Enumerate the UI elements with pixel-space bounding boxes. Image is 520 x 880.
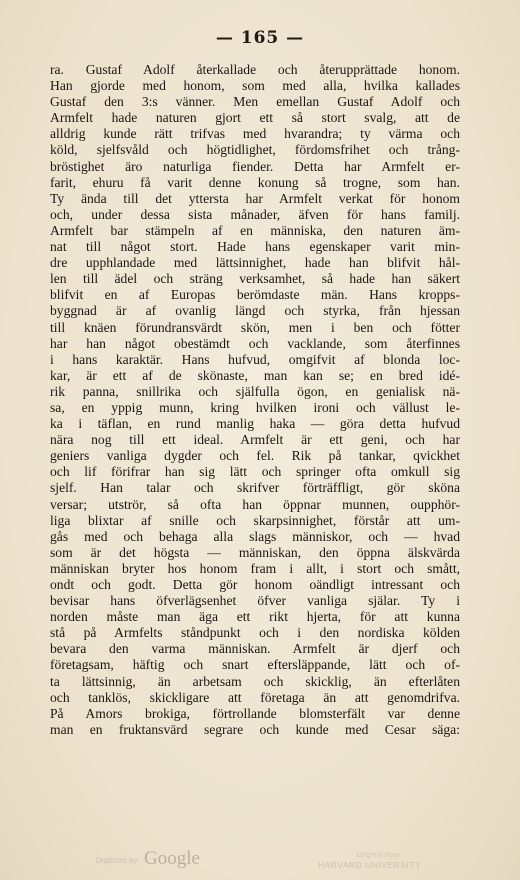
text-line: människan bryter hos honom fram i allt, i stort och smått, xyxy=(50,560,460,576)
text-line: bevisar hans öfverlägsenhet öfver vanliga själar. Ty i xyxy=(50,593,460,609)
text-line: geniers vanliga dygder och fel. Rik på tankar, qvickhet xyxy=(50,448,460,464)
text-line: blifvit en af Europas berömdaste män. Hans kropps- xyxy=(50,287,460,303)
harvard-university-label: HARVARD UNIVERSITY xyxy=(318,860,422,870)
text-line: Armfelt bar stämpeln af en människa, den naturen äm- xyxy=(50,222,460,238)
text-line: alldrig kunde rätt trifvas med hvarandra; ty värma och xyxy=(50,126,460,142)
text-line: köld, sjelfsvåld och högtidlighet, fördomsfrihet och trång- xyxy=(50,142,460,158)
text-line: Armfelt hade naturen gjort ett så stort svalg, att de xyxy=(50,110,460,126)
text-line: byggnad är af ovanlig längd och styrka, från hjessan xyxy=(50,303,460,319)
text-line: norden måste man äga ett rikt hjerta, för att kunna xyxy=(50,609,460,625)
text-line: nära nog till ett ideal. Armfelt är ett geni, och har xyxy=(50,432,460,448)
text-line: ondt och godt. Detta gör honom oändligt intressant och xyxy=(50,577,460,592)
digitized-by-label: Digitized by xyxy=(96,856,138,865)
text-line: och lif förifrar han sig lätt och springer ofta omkull sig xyxy=(50,464,460,480)
text-line: Gustaf den 3:s vänner. Men emellan Gustaf Adolf och xyxy=(50,94,460,110)
text-line: företagsam, häftig och snart eftersläppande, lätt och of- xyxy=(50,657,460,673)
body-text xyxy=(50,62,460,738)
text-line: farit, ehuru få varit denne konung så trogne, som han. xyxy=(50,174,460,190)
text-line: och tanklös, skickligare att företaga än att genomdrifva. xyxy=(50,689,460,705)
text-line: bevara den varma människan. Armfelt är djerf och xyxy=(50,641,460,657)
footer-watermark xyxy=(0,848,520,878)
text-line: ka i täflan, en rund manlig haka — göra detta hufvud xyxy=(50,416,460,432)
google-watermark: Google xyxy=(144,848,200,869)
text-line: bröstighet äro naturliga fiender. Detta har Armfelt er- xyxy=(50,158,460,174)
text-line: rik panna, snillrika och själfulla ögon, en genialisk nä- xyxy=(50,383,460,399)
page-number-header: — 165 — xyxy=(215,28,305,48)
text-line: Ty ända till det yttersta har Armfelt verkat för honom xyxy=(50,190,460,206)
text-line: liga blixtar af snille och skarpsinnighet, förstår att um- xyxy=(50,512,460,528)
original-from-label: Original from xyxy=(356,850,400,859)
text-line: len till ädel och sträng verksamhet, så hade han säkert xyxy=(50,271,460,287)
text-line: gås med och behaga alla slags människor, och — hvad xyxy=(50,528,460,544)
text-line: stå på Armfelts ståndpunkt och i den nordiska kölden xyxy=(50,625,460,641)
text-line: som är det högsta — människan, den öppna älskvärda xyxy=(50,544,460,560)
text-line: man en fruktansvärd segrare och kunde med Cesar säga: xyxy=(50,721,460,737)
text-line: På Amors brokiga, förtrollande blomsterfält var denne xyxy=(50,705,460,721)
text-line: versar; utströr, så ofta han öppnar munnen, oupphör- xyxy=(50,496,460,512)
text-line: dre upphlandade med lättsinnighet, hade han blifvit hål- xyxy=(50,255,460,271)
text-line: sjelf. Han talar och skrifver förträffligt, gör sköna xyxy=(50,480,460,496)
text-line: ta lättsinnig, än arbetsam och skicklig, än efterlåten xyxy=(50,673,460,689)
text-line: sa, en yppig munn, kring hvilken ironi och vällust le- xyxy=(50,399,460,415)
text-line: ra. Gustaf Adolf återkallade och återupprättade honom. xyxy=(50,62,460,77)
text-line: Han gjorde med honom, som med alla, hvilka kallades xyxy=(50,78,460,94)
text-line: och, under dessa sista månader, äfven för hans familj. xyxy=(50,206,460,222)
text-line: till knäen förundransvärdt skön, men i ben och fötter xyxy=(50,319,460,335)
text-line: kar, är ett af de skönaste, man kan se; en bred idé- xyxy=(50,367,460,383)
text-line: har han något obestämdt och vacklande, som återfinnes xyxy=(50,335,460,351)
text-line: i hans karaktär. Hans hufvud, omgifvit af blonda loc- xyxy=(50,351,460,367)
text-line: nat till något stort. Hade hans egenskaper varit min- xyxy=(50,239,460,255)
